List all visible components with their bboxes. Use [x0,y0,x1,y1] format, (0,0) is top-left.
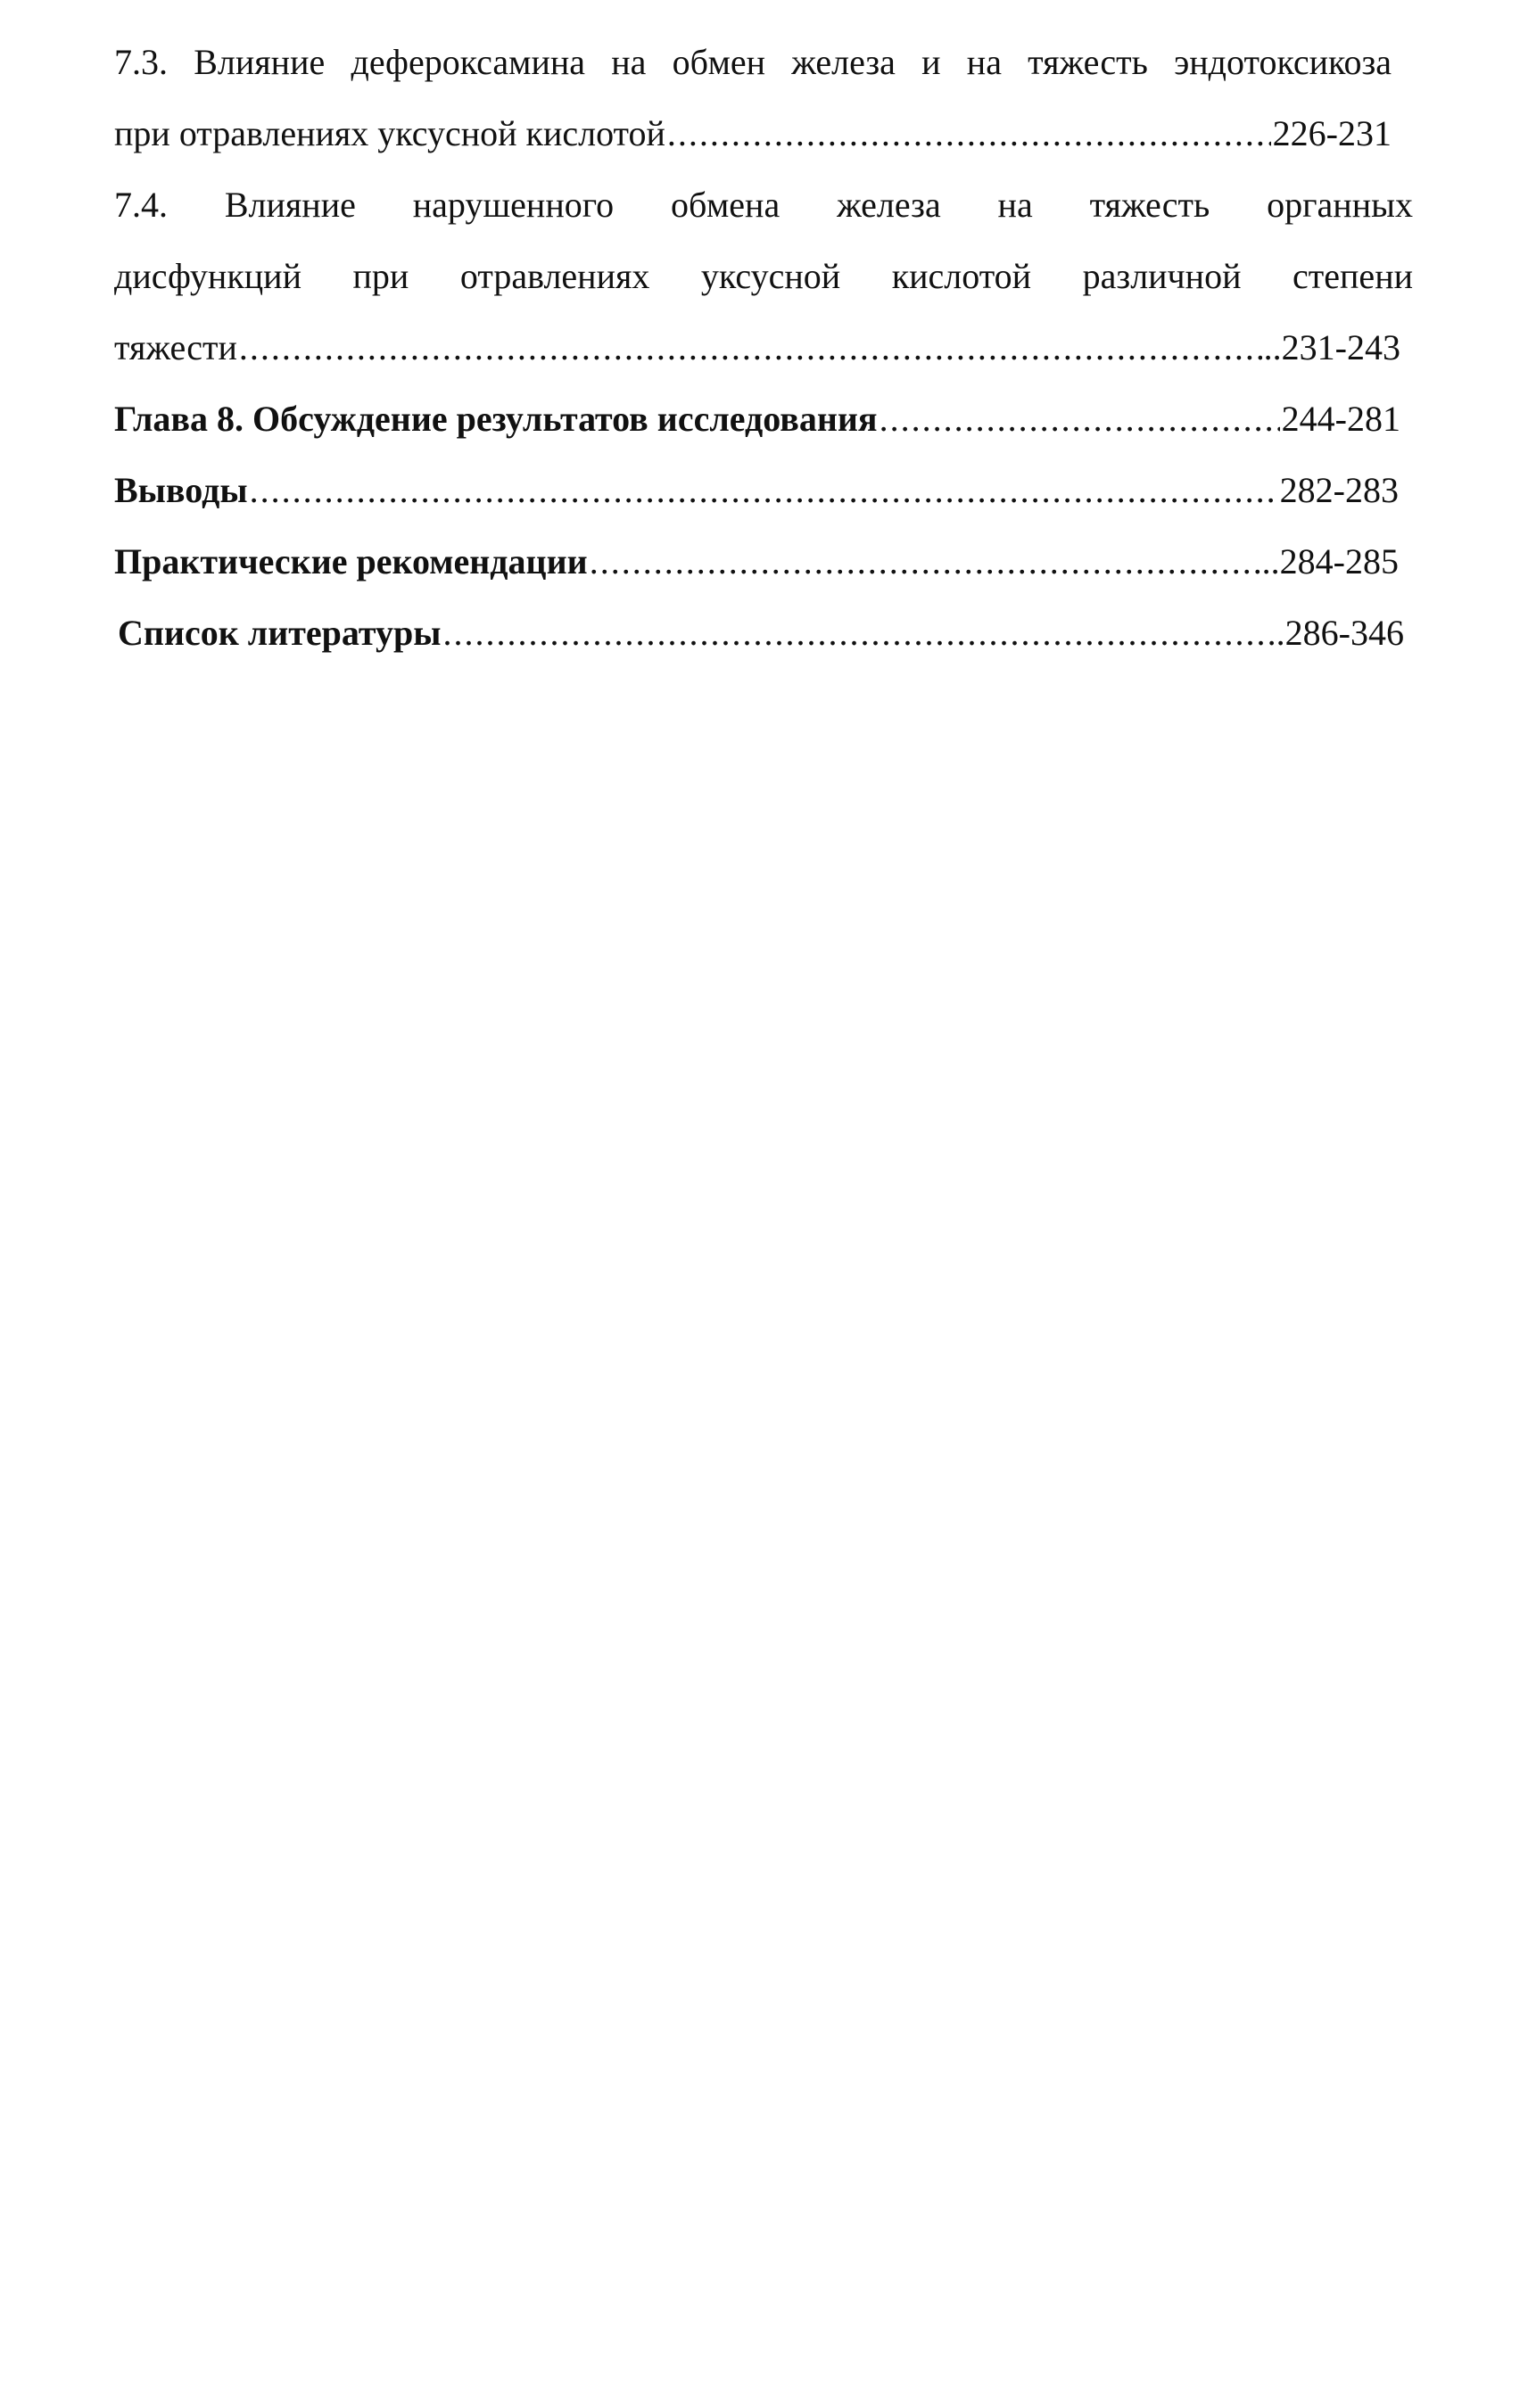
toc-entry-line [118,598,1404,669]
dot-leader [880,383,1280,455]
toc-entry-last-line [114,312,1400,383]
page-range: 244-281 [1281,399,1400,439]
dot-leader [442,598,1265,669]
toc-entry-text: тяжести [114,327,237,367]
toc-entry-7-3 [114,27,1413,169]
toc-entry-conclusions [114,455,1413,526]
toc-entry-text-line: дисфункций при отравлениях уксусной кислотой различной степени [114,256,1413,296]
toc-entry-line [114,526,1399,598]
dot-leader [590,526,1260,598]
page-range: 226-231 [1272,113,1392,153]
toc-entry-title: Практические рекомендации [114,541,588,581]
dot-leader [250,455,1278,526]
toc-entry-last-line [114,98,1392,169]
toc-entry-text-line: 7.3. Влияние дефероксамина на обмен железа и на тяжесть эндотоксикоза [114,42,1392,82]
toc-entry-7-4 [114,169,1413,383]
page-range: ..286-346 [1267,613,1404,653]
toc-entry-recommendations [114,526,1413,598]
toc-entry-text: при отравлениях уксусной кислотой [114,113,665,153]
toc-entry-line [114,455,1399,526]
page-range: 282-283 [1279,470,1399,510]
toc-entry-title: Выводы [114,470,248,510]
toc-entry-line [114,383,1400,455]
toc-entry-references [114,598,1413,669]
dot-leader [667,98,1271,169]
table-of-contents [114,27,1413,669]
toc-entry-title: Список литературы [118,613,442,653]
page-range: ..284-285 [1261,541,1399,581]
toc-entry-text-line: 7.4. Влияние нарушенного обмена железа на тяжесть органных [114,185,1413,225]
toc-entry-title: Глава 8. Обсуждение результатов исследования [114,399,878,439]
page-range: ..231-243 [1263,327,1400,367]
dot-leader [239,312,1262,383]
toc-entry-chapter-8 [114,383,1413,455]
